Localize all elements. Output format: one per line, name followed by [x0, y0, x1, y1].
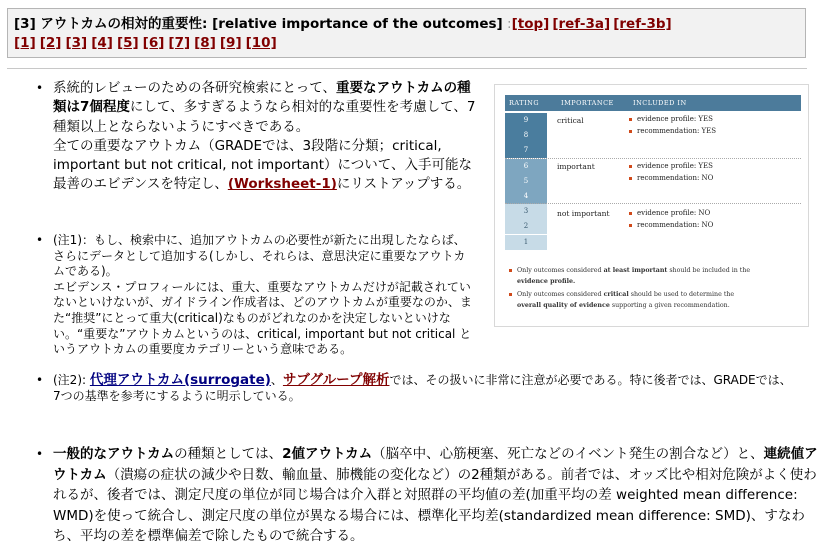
- nav-link-8[interactable]: [8]: [194, 35, 216, 51]
- bullet-square-icon: [509, 293, 512, 296]
- critical-recommendation: recommendation: YES: [629, 127, 716, 135]
- bullet-square-icon: [629, 165, 632, 168]
- emphasis-seven-outcomes: 重要なアウトカムの種類は7個程度: [53, 80, 471, 116]
- nav-link-7[interactable]: [7]: [168, 35, 191, 51]
- bullet-square-icon: [629, 212, 632, 215]
- nav-link-1[interactable]: [1]: [14, 35, 36, 51]
- figure-note-2: Only outcomes considered critical should be used to determine the overall quality of evidence supporting a given recommendation.: [509, 289, 799, 311]
- importance-column-header: IMPORTANCE: [561, 99, 614, 107]
- nav-link-5[interactable]: [5]: [116, 35, 139, 51]
- section-nav: [14, 34, 805, 53]
- bullet: •: [36, 447, 44, 461]
- worksheet-1-link[interactable]: (Worksheet-1): [227, 176, 337, 193]
- bullet-square-icon: [629, 130, 632, 133]
- ref-3b-link[interactable]: [ref-3b]: [613, 16, 672, 32]
- ref-3a-link[interactable]: [ref-3a]: [552, 16, 611, 32]
- nav-link-4[interactable]: [4]: [91, 35, 113, 51]
- paragraph-outcome-count: • 系統的レビューのための各研究検索にとって、重要なアウトカムの種類は7個程度にして、多すぎるようなら相対的な重要性を考慮して、7種類以上とならないようにすべきである。 全ての重要なアウトカム（GRADEでは、3段階に分類；critical, important but not critical, not important）について、入手可能な最善のエビデンスを特定し、(Worksheet-1)にリストアップする。: [36, 80, 476, 193]
- group-divider: [505, 203, 801, 204]
- nav-link-9[interactable]: [9]: [219, 35, 242, 51]
- importance-rating-figure: [494, 84, 809, 327]
- section-header: [7, 8, 806, 58]
- bullet-square-icon: [629, 224, 632, 227]
- section-title: [3] アウトカムの相対的重要性: [relative importance of the outcomes]: [14, 16, 503, 32]
- nav-link-10[interactable]: [10]: [245, 35, 277, 51]
- note-2: • (注2): 代理アウトカム(surrogate)、サブグループ解析では、その扱いに非常に注意が必要である。特に後者では、GRADEでは、7つの基準を参考にするように明示している。: [36, 372, 792, 403]
- paragraph-outcome-types: • 一般的なアウトカムの種類としては、2値アウトカム（脳卒中、心筋梗塞、死亡などのイベント発生の割合など）と、連続値アウトカム（潰瘍の症状の減少や日数、輸血量、肺機能の変化など）の2種類がある。前者では、オッズ比や相対危険がよく使われるが、後者では、測定尺度の単位が同じ場合は介入群と対照群の平均値の差(加重平均の差 weighted mean difference: WMD)を使って統合し、測定尺度の単位が異なる場合には、標準化平均差(standardized mean difference: SMD)、すなわち、平均の差を標準偏差で除したもので統合する。: [36, 446, 818, 544]
- critical-evidence-profile: evidence profile: YES: [629, 115, 713, 123]
- figure-note-1: Only outcomes considered at least important should be included in the evidence profile.: [509, 265, 799, 287]
- bullet-square-icon: [509, 269, 512, 272]
- rating-cell-7: 7: [505, 143, 547, 159]
- bullet: •: [36, 81, 44, 95]
- rating-cell-3: 3: [505, 204, 547, 220]
- nav-link-6[interactable]: [6]: [142, 35, 165, 51]
- surrogate-outcome-link[interactable]: 代理アウトカム(surrogate): [89, 372, 271, 388]
- bullet: •: [36, 373, 44, 387]
- important-evidence-profile: evidence profile: YES: [629, 162, 713, 170]
- figure-header: [505, 95, 801, 111]
- not-important-evidence-profile: evidence profile: NO: [629, 209, 710, 217]
- subgroup-analysis-link[interactable]: サブグループ解析: [282, 372, 390, 388]
- included-column-header: INCLUDED IN: [633, 99, 687, 107]
- important-recommendation: recommendation: NO: [629, 174, 713, 182]
- rating-cell-5: 5: [505, 174, 547, 190]
- rating-cell-9: 9: [505, 113, 547, 129]
- nav-link-2[interactable]: [2]: [39, 35, 62, 51]
- header-separator: :: [502, 16, 512, 32]
- group-label-not-important: not important: [557, 209, 610, 218]
- divider: [7, 68, 807, 69]
- not-important-recommendation: recommendation: NO: [629, 221, 713, 229]
- rating-cell-1: 1: [505, 235, 547, 251]
- bullet-square-icon: [629, 118, 632, 121]
- note-1: • (注1)：もし、検索中に、追加アウトカムの必要性が新たに出現したならば、さらにデータとして追加する(しかし、それらは、意思決定に重要なアウトカムである)。 エビデンス・プロフィールには、重大、重要なアウトカムだけが記載されていないといけないが、ガイドライン作成者は、どのアウトカムが重要なのか、また“推奨”にとって重大(critical)なものがどれなのかを決定しないといけない。“重要な”アウトカムというのは、critical, important but not critical というアウトカムの重要度カテゴリーという意味である。: [36, 233, 472, 357]
- bullet-square-icon: [629, 177, 632, 180]
- group-label-important: important: [557, 162, 595, 171]
- rating-cell-6: 6: [505, 159, 547, 175]
- group-divider: [505, 158, 801, 159]
- rating-cell-2: 2: [505, 219, 547, 235]
- group-label-critical: critical: [557, 116, 584, 125]
- rating-cell-4: 4: [505, 189, 547, 205]
- rating-cell-8: 8: [505, 128, 547, 144]
- top-link[interactable]: [top]: [511, 16, 550, 32]
- nav-link-3[interactable]: [3]: [65, 35, 88, 51]
- rating-column-header: RATING: [509, 99, 540, 107]
- bullet: •: [36, 233, 44, 247]
